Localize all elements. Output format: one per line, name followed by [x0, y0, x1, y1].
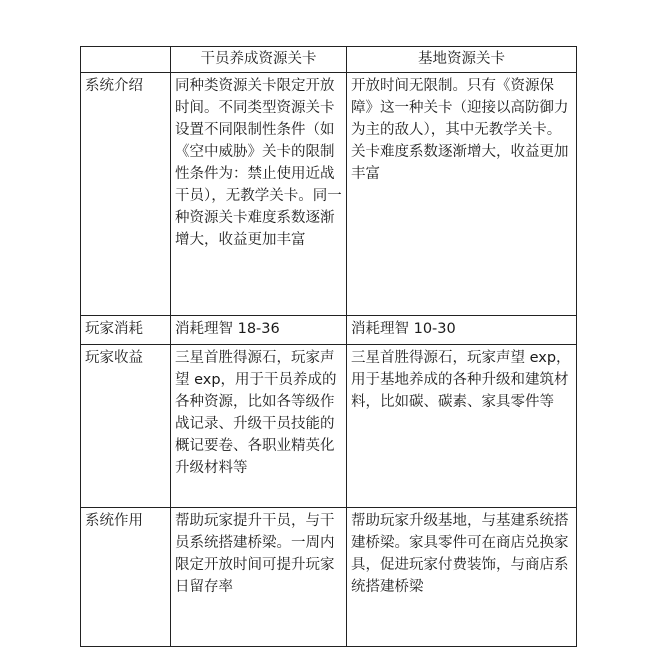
row-label: 玩家收益 — [81, 345, 171, 508]
cell-base-stages: 帮助玩家升级基地，与基建系统搭建桥梁。家具零件可在商店兑换家具，促进玩家付费装饰，与商店系统搭建桥梁 — [347, 508, 577, 647]
table-row-player-reward — [81, 345, 577, 508]
table-row-system-intro — [81, 73, 577, 316]
cell-base-stages: 开放时间无限制。只有《资源保障》这一种关卡（迎接以高防御力为主的敌人），其中无教学关卡。关卡难度系数逐渐增大，收益更加丰富 — [347, 73, 577, 316]
cell-operator-stages: 帮助玩家提升干员，与干员系统搭建桥梁。一周内限定开放时间可提升玩家日留存率 — [171, 508, 347, 647]
header-cell-base-stages: 基地资源关卡 — [347, 47, 577, 73]
header-cell-empty — [81, 47, 171, 73]
table-row-player-cost — [81, 316, 577, 345]
row-label: 玩家消耗 — [81, 316, 171, 345]
cell-base-stages: 消耗理智 10-30 — [347, 316, 577, 345]
cell-operator-stages: 三星首胜得源石，玩家声望 exp，用于干员养成的各种资源，比如各等级作战记录、升级干员技能的概记要卷、各职业精英化升级材料等 — [171, 345, 347, 508]
comparison-table — [80, 46, 577, 647]
table-header-row — [81, 47, 577, 73]
cell-base-stages: 三星首胜得源石，玩家声望 exp，用于基地养成的各种升级和建筑材料，比如碳、碳素、家具零件等 — [347, 345, 577, 508]
table-row-system-function — [81, 508, 577, 647]
row-label: 系统作用 — [81, 508, 171, 647]
cell-operator-stages: 同种类资源关卡限定开放时间。不同类型资源关卡设置不同限制性条件（如《空中威胁》关卡的限制性条件为：禁止使用近战干员），无教学关卡。同一种资源关卡难度系数逐渐增大，收益更加丰富 — [171, 73, 347, 316]
header-cell-operator-stages: 干员养成资源关卡 — [171, 47, 347, 73]
row-label: 系统介绍 — [81, 73, 171, 316]
cell-operator-stages: 消耗理智 18-36 — [171, 316, 347, 345]
